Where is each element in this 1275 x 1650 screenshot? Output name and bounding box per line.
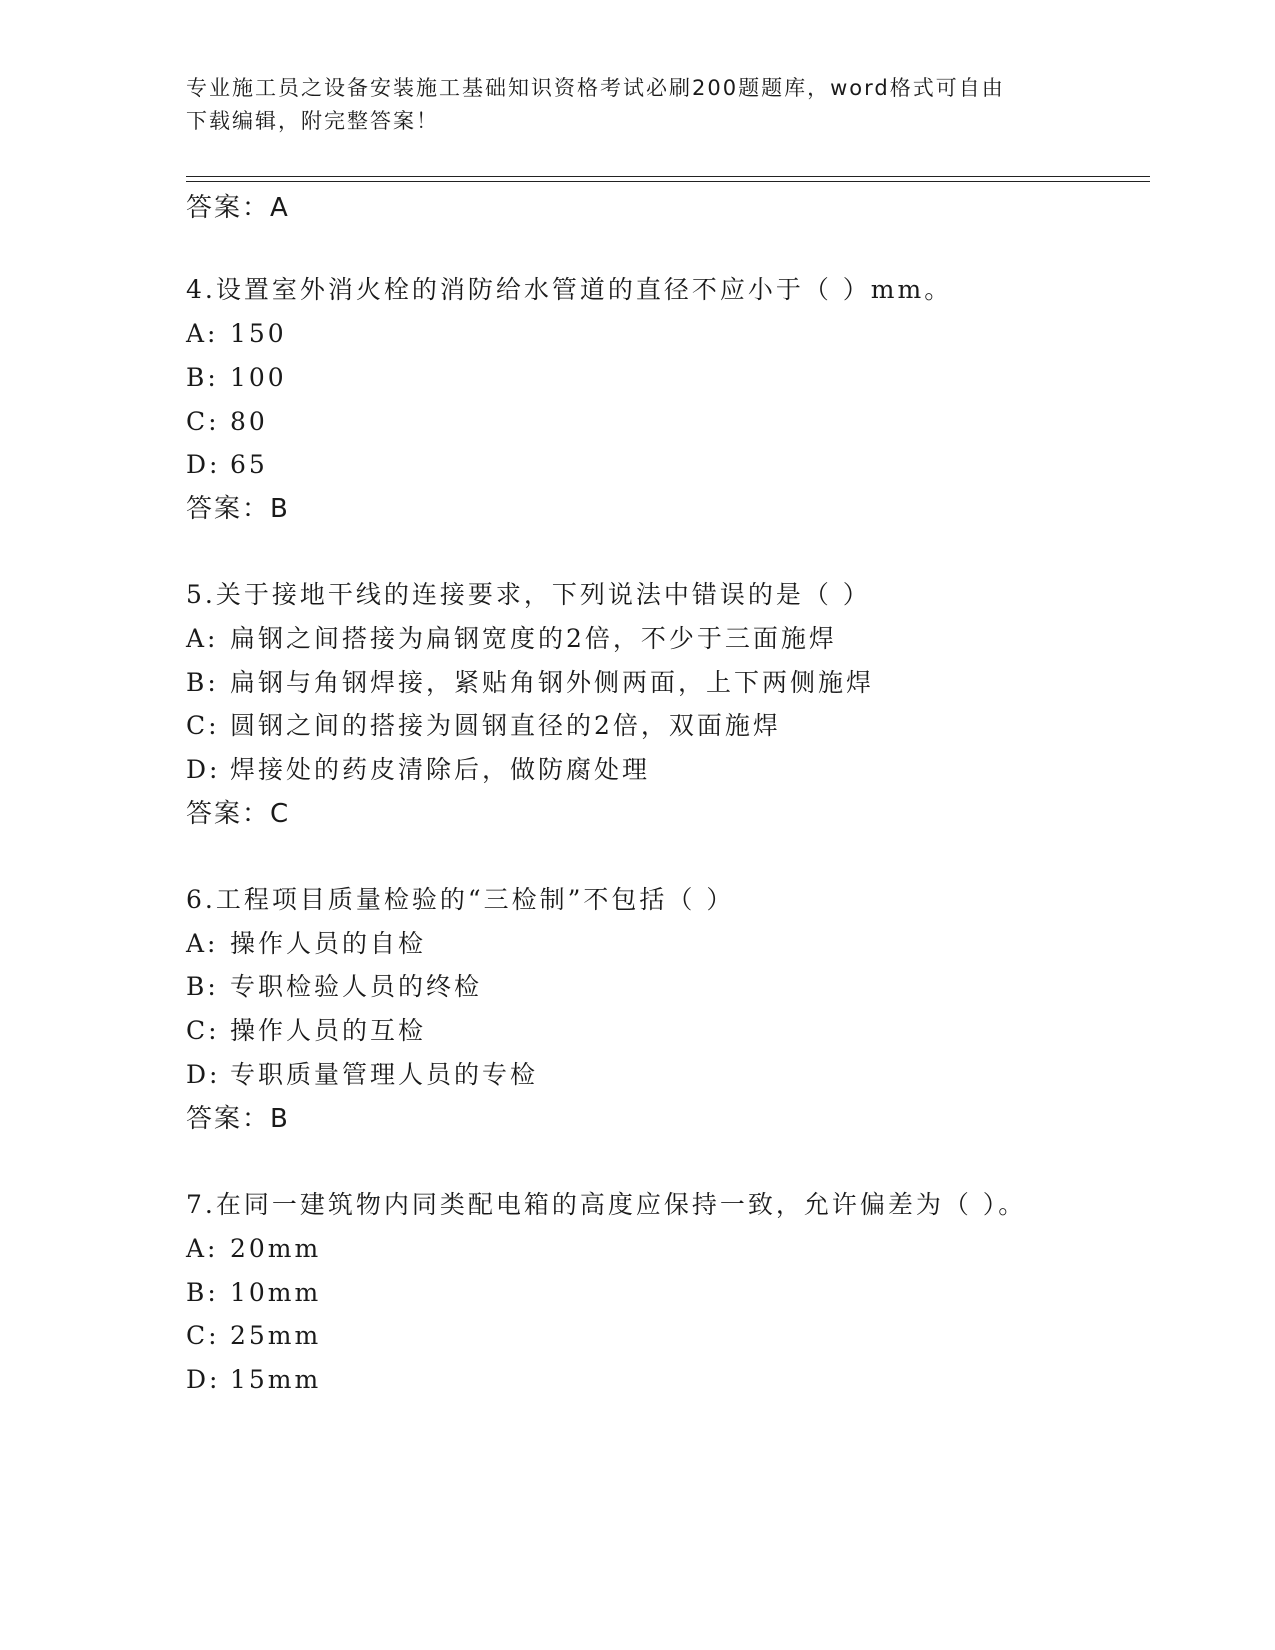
option-text: 专职检验人员的终检 (230, 972, 483, 1001)
header-rule-top (186, 176, 1150, 177)
question-6-answer: 答案：B (186, 1104, 290, 1134)
option-text: 65 (230, 450, 268, 479)
question-5-option-a (186, 624, 837, 654)
option-label: B: (186, 972, 219, 1001)
option-label: D: (186, 755, 221, 784)
option-label: C: (186, 1321, 220, 1350)
question-7-text: 7.在同一建筑物内同类配电箱的高度应保持一致，允许偏差为（ ）。 (186, 1190, 1027, 1219)
option-text: 20mm (230, 1234, 322, 1263)
question-7-option-b (186, 1278, 321, 1308)
question-4-text: 4.设置室外消火栓的消防给水管道的直径不应小于（ ）mm。 (186, 275, 953, 304)
question-5-option-b (186, 668, 874, 698)
option-text: 15mm (230, 1365, 322, 1394)
option-text: 圆钢之间的搭接为圆钢直径的2倍，双面施焊 (230, 711, 781, 740)
document-header (186, 72, 1066, 138)
header-line-1: 专业施工员之设备安装施工基础知识资格考试必刷200题题库，word格式可自由 (186, 76, 1005, 100)
question-7-option-d (186, 1365, 321, 1395)
question-6-option-b (186, 972, 482, 1002)
header-rule-bottom (186, 181, 1150, 182)
question-5-text: 5.关于接地干线的连接要求，下列说法中错误的是（ ） (186, 580, 871, 609)
option-text: 操作人员的互检 (230, 1016, 427, 1045)
option-text: 150 (230, 319, 287, 348)
option-text: 扁钢之间搭接为扁钢宽度的2倍，不少于三面施焊 (230, 624, 837, 653)
option-label: C: (186, 407, 220, 436)
option-label: C: (186, 711, 220, 740)
option-text: 扁钢与角钢焊接，紧贴角钢外侧两面，上下两侧施焊 (230, 668, 875, 697)
option-label: B: (186, 363, 219, 392)
option-text: 焊接处的药皮清除后，做防腐处理 (230, 755, 651, 784)
question-5-option-d (186, 755, 650, 785)
question-4-option-d (186, 450, 268, 480)
question-6-option-a (186, 929, 426, 959)
option-label: D: (186, 1365, 221, 1394)
option-label: A: (186, 624, 219, 653)
question-6-option-d (186, 1060, 538, 1090)
option-label: A: (186, 319, 219, 348)
question-7-option-c (186, 1321, 321, 1351)
option-label: B: (186, 1278, 219, 1307)
option-text: 专职质量管理人员的专检 (230, 1060, 539, 1089)
option-text: 100 (230, 363, 287, 392)
option-label: C: (186, 1016, 220, 1045)
option-text: 25mm (230, 1321, 322, 1350)
option-label: D: (186, 1060, 221, 1089)
option-text: 80 (230, 407, 268, 436)
question-6-option-c (186, 1016, 426, 1046)
option-label: A: (186, 929, 219, 958)
answer-prev: 答案：A (186, 193, 290, 223)
question-4-option-b (186, 363, 287, 393)
option-text: 操作人员的自检 (230, 929, 427, 958)
option-label: B: (186, 668, 219, 697)
option-text: 10mm (230, 1278, 322, 1307)
option-label: A: (186, 1234, 219, 1263)
question-5-answer: 答案：C (186, 799, 291, 829)
question-4-answer: 答案：B (186, 494, 290, 524)
question-4-option-c (186, 407, 268, 437)
question-4-option-a (186, 319, 287, 349)
question-5-option-c (186, 711, 781, 741)
question-7-option-a (186, 1234, 321, 1264)
header-line-2: 下载编辑，附完整答案！ (186, 109, 439, 133)
option-label: D: (186, 450, 221, 479)
question-6-text: 6.工程项目质量检验的“三检制”不包括（ ） (186, 885, 735, 914)
